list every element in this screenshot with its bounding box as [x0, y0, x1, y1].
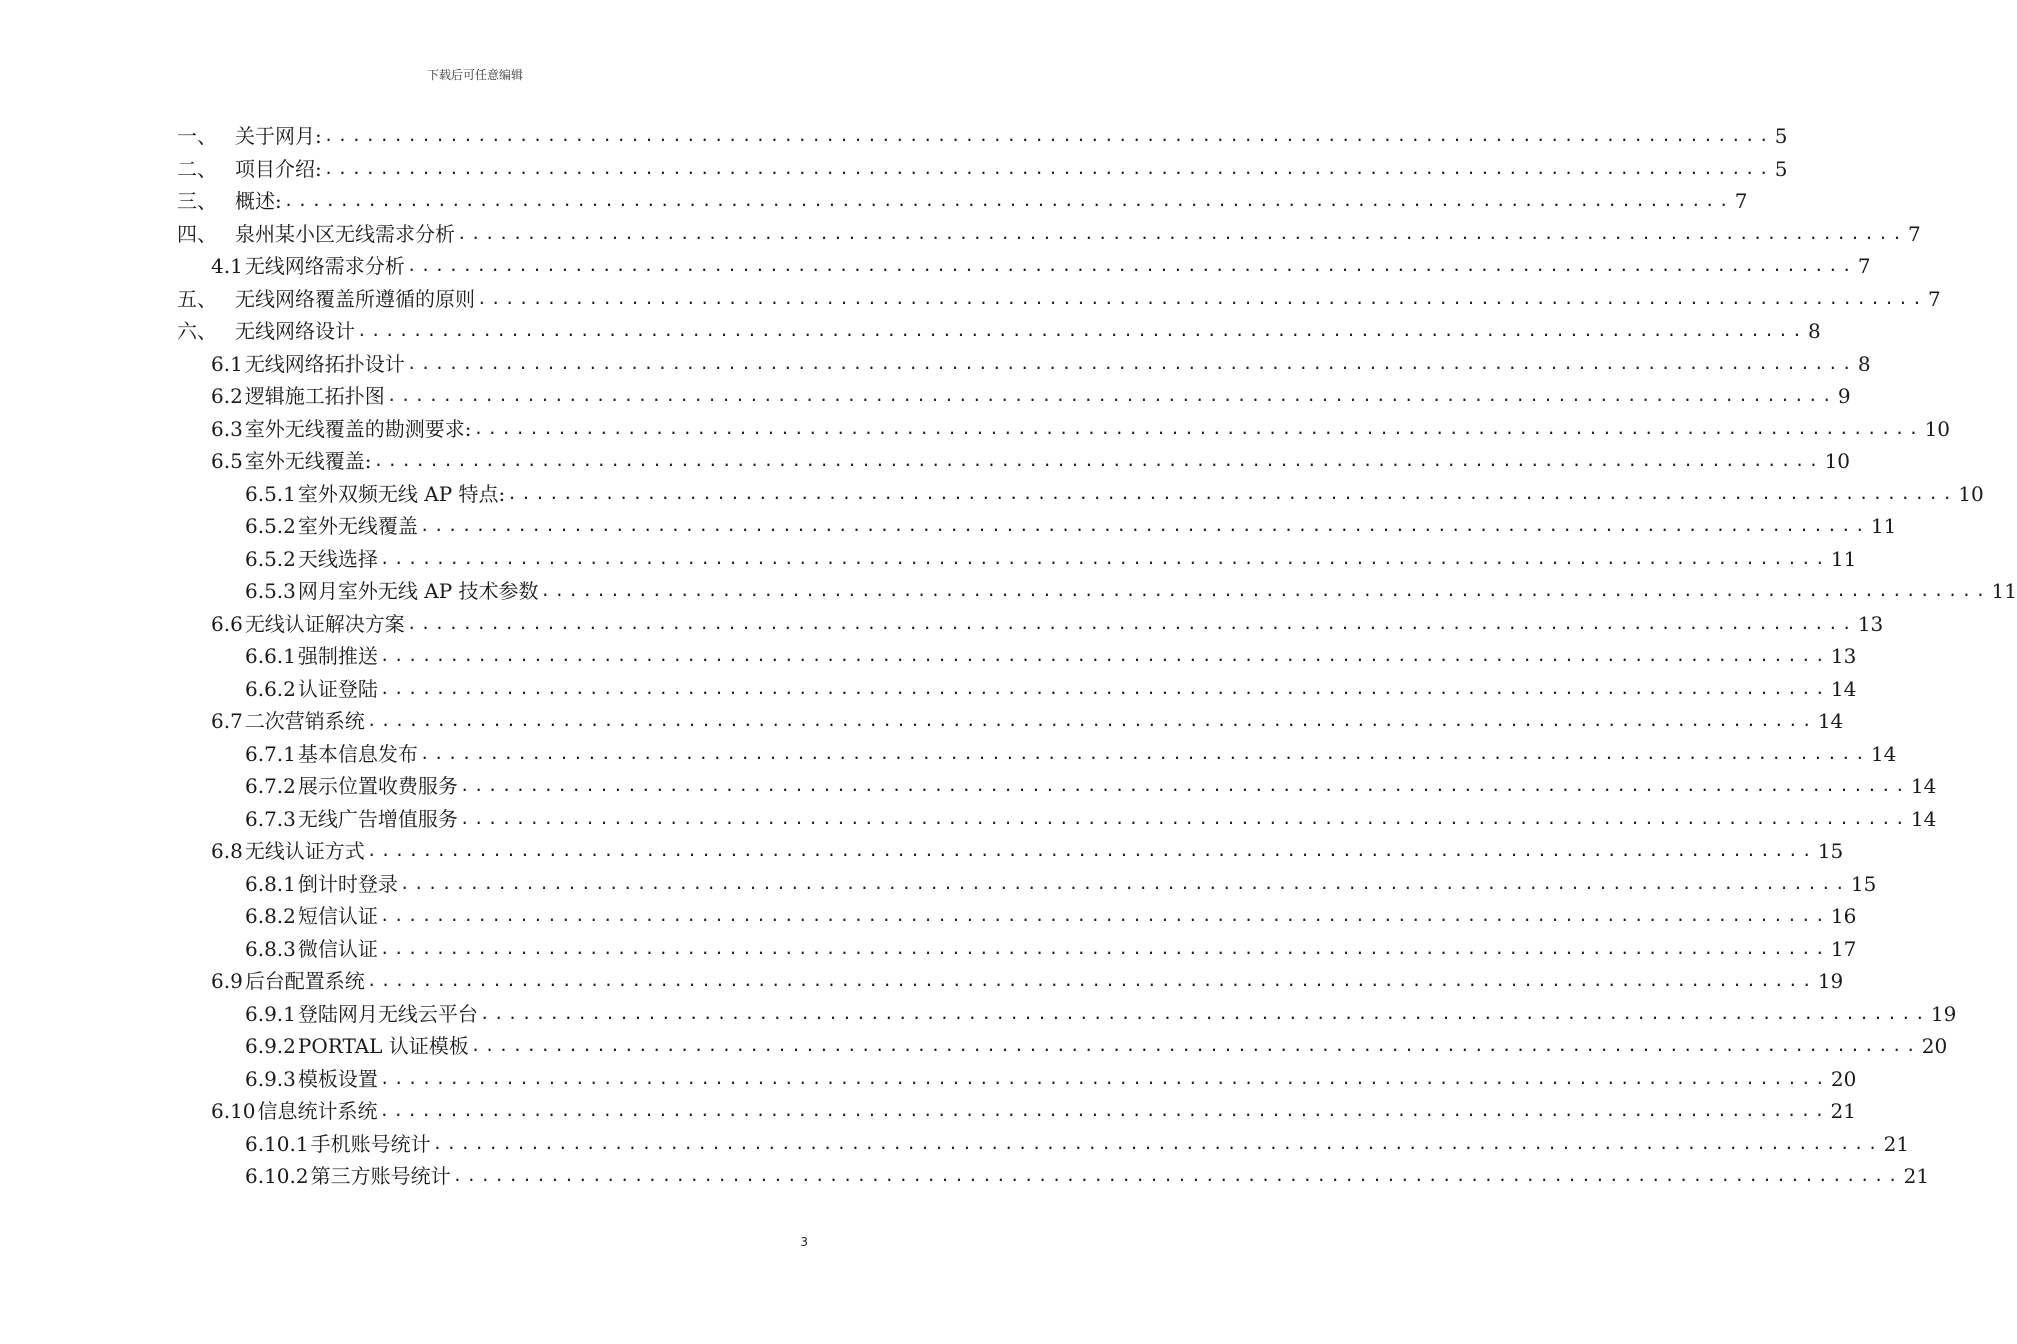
toc-entry-number: 6.6.2 [245, 676, 296, 701]
toc-entry-title: 项目介绍: [235, 156, 322, 181]
toc-entry-title: 二次营销系统 [244, 709, 365, 734]
toc-entry[interactable] [177, 348, 1871, 381]
toc-entry-page: 21 [1830, 1099, 1856, 1124]
toc-entry[interactable] [177, 185, 1748, 218]
toc-entry-title: 室外无线覆盖的勘测要求: [244, 416, 472, 441]
toc-entry-number: 六、 [177, 319, 217, 344]
toc-entry[interactable] [177, 1063, 1857, 1096]
toc-entry-title: 登陆网月无线云平台 [297, 1001, 478, 1026]
toc-entry[interactable] [177, 1030, 1948, 1063]
toc-leader-dots: ........................................................................................................ [323, 158, 1773, 178]
toc-entry-page: 9 [1837, 384, 1851, 409]
toc-entry[interactable] [177, 770, 1937, 803]
toc-entry-title: 无线网络需求分析 [244, 254, 405, 279]
toc-entry-number: 6.5.3 [245, 579, 296, 604]
toc-leader-dots: ........................................................................................................ [379, 938, 1829, 958]
toc-entry-title: 关于网月: [235, 124, 322, 149]
toc-entry-title: 室外无线覆盖: [244, 449, 372, 474]
toc-entry[interactable] [177, 1160, 1930, 1193]
toc-entry-number: 6.10.1 [245, 1131, 309, 1156]
toc-entry-page: 14 [1830, 676, 1857, 701]
toc-entry[interactable] [177, 510, 1897, 543]
toc-leader-dots: ........................................................................................................ [386, 386, 1836, 406]
toc-entry-number: 二、 [177, 156, 217, 181]
toc-leader-dots: ........................................................................................................ [357, 321, 1807, 341]
toc-entry-title: 天线选择 [297, 546, 378, 571]
toc-entry-page: 11 [1830, 546, 1857, 571]
toc-entry-page: 10 [1824, 449, 1851, 474]
toc-entry-page: 13 [1830, 644, 1857, 669]
toc-entry-page: 20 [1830, 1066, 1857, 1091]
toc-entry-title: 网月室外无线 AP 技术参数 [297, 579, 539, 604]
toc-entry-title: 强制推送 [297, 644, 378, 669]
toc-entry[interactable] [177, 803, 1937, 836]
toc-leader-dots: ........................................................................................................ [406, 256, 1856, 276]
toc-leader-dots: ........................................................................................................ [366, 971, 1816, 991]
footer-page-number: 3 [800, 1235, 808, 1249]
toc-entry[interactable] [177, 868, 1877, 901]
toc-entry-number: 6.5.2 [245, 546, 296, 571]
toc-entry-title: 无线网络拓扑设计 [244, 351, 405, 376]
toc-entry[interactable] [177, 933, 1857, 966]
toc-leader-dots: ........................................................................................................ [419, 516, 1869, 536]
toc-entry-number: 6.10.2 [245, 1164, 309, 1189]
toc-entry-page: 15 [1850, 871, 1877, 896]
toc-leader-dots: ........................................................................................................ [477, 288, 1927, 308]
toc-entry-title: 第三方账号统计 [310, 1164, 451, 1189]
toc-entry-page: 5 [1774, 156, 1788, 181]
toc-entry[interactable] [177, 413, 1951, 446]
toc-leader-dots: ........................................................................................................ [459, 808, 1909, 828]
toc-entry-number: 6.9.3 [245, 1066, 296, 1091]
toc-leader-dots: ........................................................................................................ [470, 1036, 1920, 1056]
toc-entry-number: 6.9 [211, 969, 243, 994]
toc-entry-title: PORTAL 认证模板 [297, 1034, 469, 1059]
toc-entry-page: 11 [1991, 579, 2017, 604]
toc-entry-number: 6.8.1 [245, 871, 296, 896]
toc-entry-number: 四、 [177, 221, 217, 246]
toc-leader-dots: ........................................................................................................ [419, 743, 1869, 763]
toc-entry-number: 6.8.3 [245, 936, 296, 961]
toc-leader-dots: ........................................................................................................ [379, 646, 1829, 666]
toc-entry-title: 室外双频无线 AP 特点: [297, 481, 506, 506]
toc-entry-title: 无线网络覆盖所遵循的原则 [235, 286, 475, 311]
toc-entry[interactable] [177, 315, 1821, 348]
toc-entry-number: 6.7.2 [245, 774, 296, 799]
toc-entry-number: 6.8.2 [245, 904, 296, 929]
toc-entry-page: 14 [1817, 709, 1844, 734]
toc-leader-dots: ........................................................................................................ [379, 548, 1829, 568]
toc-entry[interactable] [177, 543, 1857, 576]
toc-entry-page: 21 [1903, 1164, 1930, 1189]
toc-leader-dots: ........................................................................................................ [283, 191, 1733, 211]
toc-entry-number: 一、 [177, 124, 217, 149]
toc-entry-title: 微信认证 [297, 936, 378, 961]
header-note: 下载后可任意编辑 [426, 68, 523, 82]
toc-entry-number: 6.10 [211, 1099, 256, 1124]
toc-entry-page: 15 [1817, 839, 1844, 864]
table-of-contents [177, 120, 2017, 1193]
toc-entry-title: 后台配置系统 [244, 969, 365, 994]
toc-entry-page: 7 [1908, 221, 1921, 246]
toc-entry-page: 14 [1870, 741, 1897, 766]
toc-entry-page: 11 [1870, 514, 1897, 539]
toc-entry-number: 6.7.3 [245, 806, 296, 831]
toc-entry-title: 短信认证 [297, 904, 378, 929]
toc-leader-dots: ........................................................................................................ [406, 613, 1856, 633]
toc-leader-dots: ........................................................................................................ [540, 581, 1990, 601]
toc-entry[interactable] [177, 705, 1844, 738]
toc-entry-title: 信息统计系统 [257, 1099, 378, 1124]
toc-entry-number: 6.5.1 [245, 481, 296, 506]
toc-entry[interactable] [177, 998, 1957, 1031]
toc-leader-dots: ........................................................................................................ [507, 483, 1957, 503]
toc-leader-dots: ........................................................................................................ [366, 841, 1816, 861]
toc-leader-dots: ........................................................................................................ [432, 1133, 1882, 1153]
toc-entry-page: 10 [1958, 481, 1984, 506]
toc-entry-page: 7 [1857, 254, 1871, 279]
toc-entry[interactable] [177, 380, 1851, 413]
toc-entry[interactable] [177, 250, 1871, 283]
toc-entry[interactable] [177, 835, 1844, 868]
toc-entry-number: 6.1 [211, 351, 243, 376]
toc-leader-dots: ........................................................................................................ [366, 711, 1816, 731]
toc-entry-title: 无线网络设计 [235, 319, 355, 344]
toc-leader-dots: ........................................................................................................ [473, 418, 1923, 438]
toc-leader-dots: ........................................................................................................ [452, 1166, 1902, 1186]
toc-entry-title: 无线认证解决方案 [244, 611, 405, 636]
toc-entry-number: 6.7 [211, 709, 243, 734]
toc-entry-page: 10 [1924, 416, 1951, 441]
toc-leader-dots: ........................................................................................................ [373, 451, 1823, 471]
toc-entry[interactable] [177, 673, 1857, 706]
toc-leader-dots: ........................................................................................................ [479, 1003, 1929, 1023]
toc-entry-title: 泉州某小区无线需求分析 [235, 221, 455, 246]
toc-entry-title: 认证登陆 [297, 676, 378, 701]
toc-leader-dots: ........................................................................................................ [406, 353, 1856, 373]
toc-entry-number: 6.6.1 [245, 644, 296, 669]
toc-entry-number: 6.5.2 [245, 514, 296, 539]
toc-entry[interactable] [177, 965, 1844, 998]
toc-leader-dots: ........................................................................................................ [399, 873, 1849, 893]
toc-entry-page: 16 [1830, 904, 1857, 929]
toc-entry[interactable] [177, 1128, 1910, 1161]
toc-entry-page: 14 [1910, 774, 1937, 799]
toc-entry-number: 4.1 [211, 254, 243, 279]
toc-leader-dots: ........................................................................................................ [379, 1068, 1829, 1088]
toc-entry[interactable] [177, 153, 1788, 186]
toc-entry-page: 19 [1930, 1001, 1957, 1026]
toc-entry[interactable] [177, 738, 1897, 771]
toc-entry-page: 14 [1910, 806, 1937, 831]
toc-leader-dots: ........................................................................................................ [379, 1101, 1829, 1121]
toc-entry-page: 20 [1921, 1034, 1948, 1059]
toc-entry-number: 6.9.2 [245, 1034, 296, 1059]
toc-entry-title: 逻辑施工拓扑图 [244, 384, 385, 409]
toc-entry[interactable] [177, 1095, 1856, 1128]
toc-entry-page: 13 [1857, 611, 1884, 636]
toc-entry-number: 6.9.1 [245, 1001, 296, 1026]
toc-entry-number: 6.5 [211, 449, 243, 474]
toc-entry-page: 8 [1808, 319, 1821, 344]
toc-entry-title: 基本信息发布 [297, 741, 418, 766]
toc-entry[interactable] [177, 900, 1857, 933]
toc-leader-dots: ........................................................................................................ [379, 906, 1829, 926]
toc-entry-page: 17 [1830, 936, 1857, 961]
toc-entry-title: 概述: [235, 189, 282, 214]
toc-entry[interactable] [177, 478, 1984, 511]
toc-entry[interactable] [177, 575, 2017, 608]
toc-entry[interactable] [177, 445, 1851, 478]
toc-entry-title: 模板设置 [297, 1066, 378, 1091]
toc-entry-number: 6.7.1 [245, 741, 296, 766]
toc-entry-number: 6.2 [211, 384, 243, 409]
toc-entry-number: 6.6 [211, 611, 243, 636]
toc-entry-title: 无线广告增值服务 [297, 806, 458, 831]
toc-entry-number: 五、 [177, 286, 217, 311]
toc-entry-page: 7 [1734, 189, 1748, 214]
toc-entry[interactable] [177, 218, 1921, 251]
toc-entry-title: 无线认证方式 [244, 839, 365, 864]
toc-entry-page: 5 [1774, 124, 1788, 149]
toc-leader-dots: ........................................................................................................ [457, 223, 1907, 243]
toc-entry-number: 6.8 [211, 839, 243, 864]
toc-entry[interactable] [177, 640, 1857, 673]
toc-entry-title: 展示位置收费服务 [297, 774, 458, 799]
toc-entry-page: 8 [1857, 351, 1871, 376]
toc-entry-number: 三、 [177, 189, 217, 214]
toc-entry[interactable] [177, 608, 1884, 641]
toc-entry-title: 室外无线覆盖 [297, 514, 418, 539]
toc-entry-page: 7 [1928, 286, 1941, 311]
toc-entry[interactable] [177, 283, 1941, 316]
toc-leader-dots: ........................................................................................................ [323, 126, 1773, 146]
toc-entry[interactable] [177, 120, 1788, 153]
toc-leader-dots: ........................................................................................................ [459, 776, 1909, 796]
toc-entry-page: 21 [1883, 1131, 1910, 1156]
toc-entry-number: 6.3 [211, 416, 243, 441]
toc-entry-title: 手机账号统计 [310, 1131, 431, 1156]
toc-leader-dots: ........................................................................................................ [379, 678, 1829, 698]
toc-entry-title: 倒计时登录 [297, 871, 398, 896]
toc-entry-page: 19 [1817, 969, 1844, 994]
